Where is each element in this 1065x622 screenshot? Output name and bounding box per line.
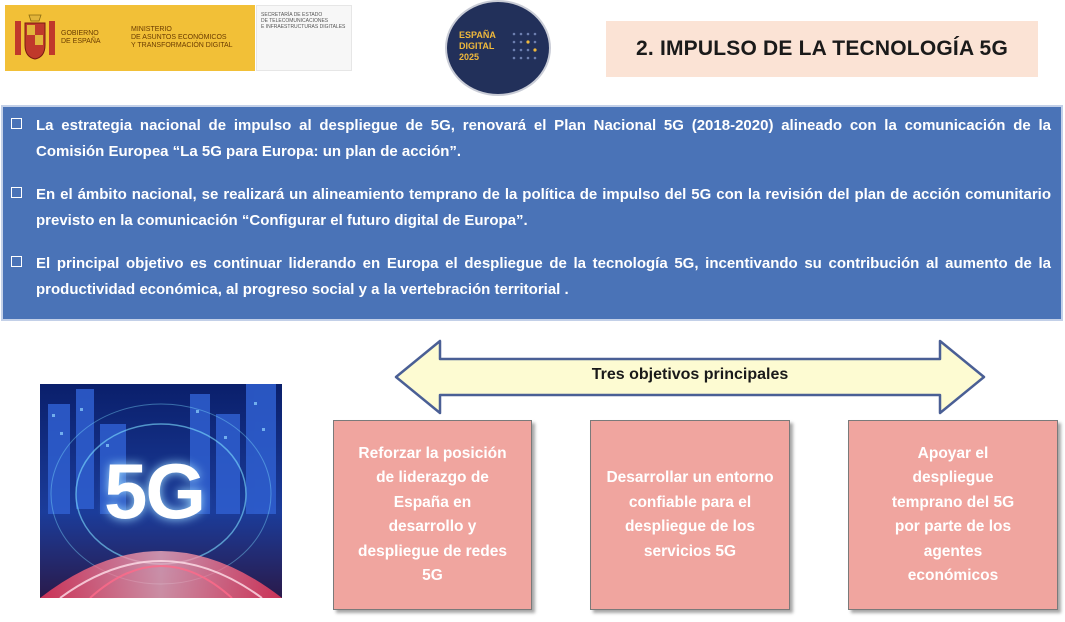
objective-text: Apoyar el despliegue temprano del 5G por parte de los agentes económicos (891, 444, 1015, 584)
page-title: 2. IMPULSO DE LA TECNOLOGÍA 5G (636, 37, 1008, 60)
bullet-panel (3, 107, 1061, 319)
arrow-label: Tres objetivos principales (591, 366, 789, 383)
bullet-text: El principal objetivo es continuar liderando en Europa el despliegue de la tecnología 5G, incentivando su contribución al aumento de la productividad económica, al progreso social y a la vertebración territorial . (36, 255, 1051, 298)
dots-icon (511, 30, 537, 66)
badge-text: ESPAÑA DIGITAL 2025 (459, 30, 496, 62)
objective-box (333, 420, 532, 610)
5g-text: 5G (104, 447, 205, 535)
objective-text: Reforzar la posición de liderazgo de España en desarrollo y despliegue de redes 5G (357, 444, 508, 584)
checkbox-bullet-icon (11, 118, 22, 129)
secretaria-line: DE TELECOMUNICACIONES (261, 18, 329, 24)
gobierno-text: GOBIERNO DE ESPAÑA (61, 30, 101, 45)
secretaria-line: SECRETARÍA DE ESTADO (261, 12, 323, 18)
checkbox-bullet-icon (11, 187, 22, 198)
objective-box (590, 420, 790, 610)
secretaria-logo (256, 5, 352, 71)
objective-box (848, 420, 1058, 610)
secretaria-line: E INFRAESTRUCTURAS DIGITALES (261, 24, 346, 30)
espana-digital-badge (447, 2, 549, 94)
bullet-item (11, 182, 1051, 234)
gobierno-logo (5, 5, 255, 71)
bullet-item (11, 251, 1051, 303)
ministerio-text: MINISTERIO DE ASUNTOS ECONÓMICOS Y TRANSFORMACIÓN DIGITAL (131, 26, 233, 49)
objective-text: Desarrollar un entorno confiable para el despliegue de los servicios 5G (606, 469, 774, 560)
bullet-text: La estrategia nacional de impulso al despliegue de 5G, renovará el Plan Nacional 5G (2018-2020) alineado con la comunicación de la Comisión Europea “La 5G para Europa: un plan de acción”. (36, 117, 1051, 160)
bullet-item (11, 113, 1051, 165)
bullet-text: En el ámbito nacional, se realizará un alineamiento temprano de la política de impulso del 5G con la revisión del plan de acción comunitario previsto en la comunicación “Configurar el futuro digital de Europa”. (36, 186, 1051, 229)
5g-city-image (40, 384, 282, 598)
checkbox-bullet-icon (11, 256, 22, 267)
coat-of-arms-icon (13, 13, 57, 63)
title-box (606, 21, 1038, 77)
